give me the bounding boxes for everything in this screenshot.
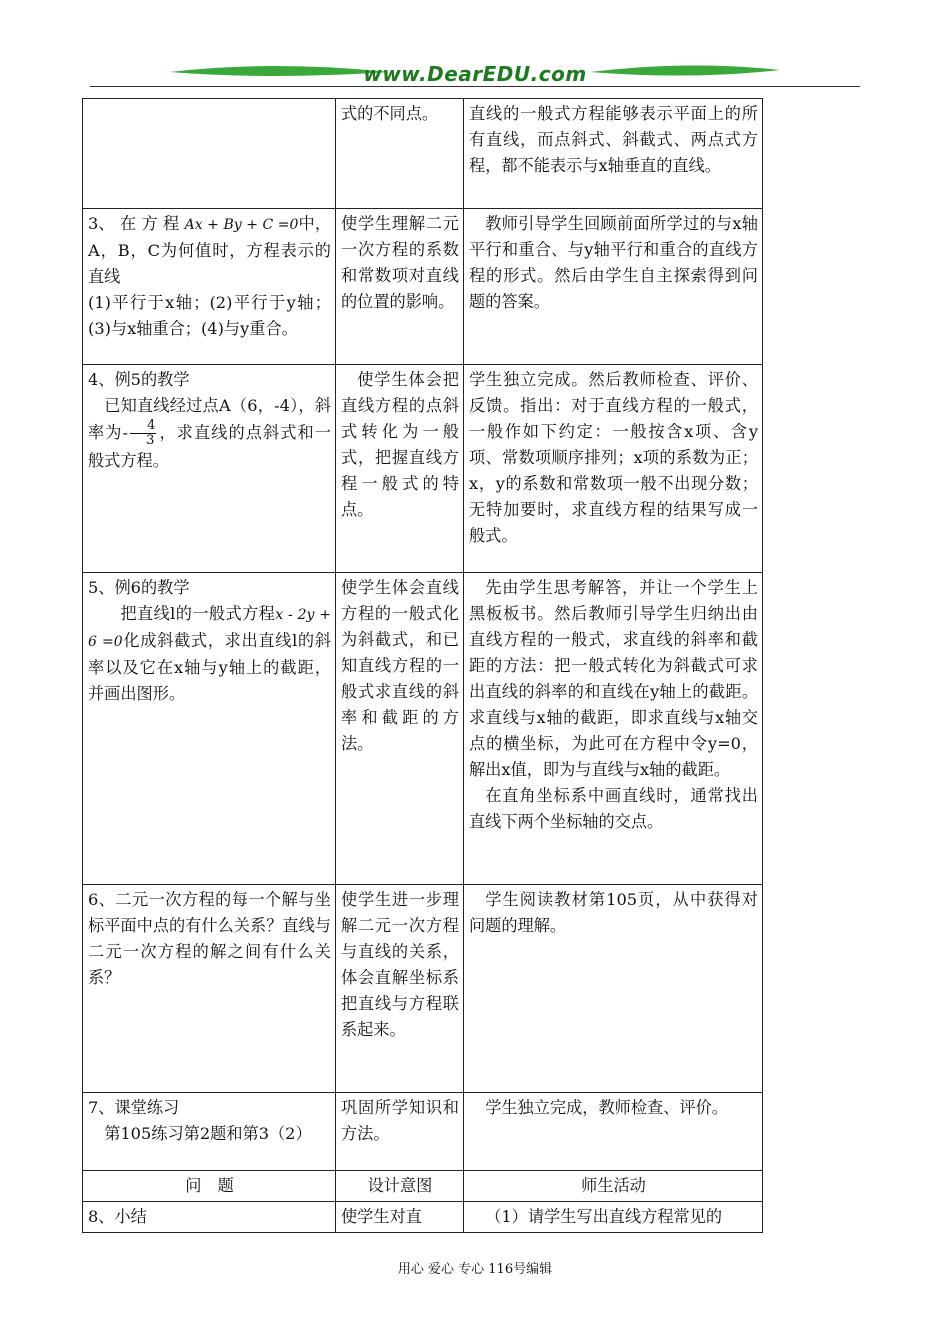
problem-cell	[83, 365, 336, 573]
problem-text: 8、小结	[88, 1207, 147, 1226]
activity-text: 教师引导学生回顾前面所学过的与x轴平行和重合、与y轴平行和重合的直线方程的形式。然后由学生自主探索得到问题的答案。	[469, 214, 758, 311]
activity-cell	[464, 209, 763, 365]
problem-cell	[83, 573, 336, 885]
column-header-intent: 设计意图	[336, 1171, 464, 1202]
site-logo[interactable]: www.DearEDU.com	[363, 62, 587, 86]
intent-text: 使学生体会把直线方程的点斜式转化为一般式，把握直线方程一般式的特点。	[341, 370, 459, 519]
problem-cell	[83, 1093, 336, 1171]
intent-cell	[336, 1202, 464, 1233]
activity-text: 学生独立完成，教师检查、评价。	[485, 1098, 728, 1117]
activity-cell	[464, 1093, 763, 1171]
problem-text: 把直线l的一般式方程	[120, 604, 276, 623]
table-row	[83, 885, 763, 1093]
problem-title: 5、例6的教学	[88, 578, 190, 597]
activity-cell	[464, 1202, 763, 1233]
intent-cell	[336, 99, 464, 209]
problem-text: (1)平行于x轴；(2)平行于y轴；(3)与x轴重合；(4)与y重合。	[88, 293, 331, 338]
activity-cell	[464, 573, 763, 885]
intent-cell	[336, 1093, 464, 1171]
intent-text: 使学生体会直线方程的一般式化为斜截式，和已知直线方程的一般式求直线的斜率和截距的方法。	[341, 578, 459, 753]
problem-text: 第105练习第2题和第3（2）	[104, 1124, 312, 1143]
intent-cell	[336, 365, 464, 573]
page-footer: 用心 爱心 专心 116号编辑	[397, 1262, 553, 1277]
intent-text: 使学生对直	[341, 1207, 422, 1226]
problem-cell	[83, 209, 336, 365]
problem-text: 3、 在 方 程	[88, 214, 185, 233]
intent-cell	[336, 885, 464, 1093]
activity-text: 学生阅读教材第105页，从中获得对问题的理解。	[469, 890, 758, 935]
intent-cell	[336, 209, 464, 365]
problem-title: 7、课堂练习	[88, 1098, 180, 1117]
activity-text: 在直角坐标系中画直线时，通常找出直线下两个坐标轴的交点。	[469, 786, 758, 831]
activity-text: （1）请学生写出直线方程常见的	[485, 1207, 723, 1226]
activity-text: 先由学生思考解答，并让一个学生上黑板板书。然后教师引导学生归纳出由直线方程的一般式，求直线的斜率和截距的方法：把一般式转化为斜截式可求出直线的斜率的和直线在y轴上的截距。求直线与x轴的截距，即求直线与x轴交点的横坐标，为此可在方程中令y=0，解出x值，即为与直线与x轴的截距。	[469, 578, 758, 779]
activity-text: 学生独立完成。然后教师检查、评价、反馈。指出：对于直线方程的一般式，一般作如下约定：一般按含x项、含y项、常数项顺序排列；x项的系数为正；x，y的系数和常数项一般不出现分数；无特加要时，求直线方程的结果写成一般式。	[469, 370, 758, 545]
table-row	[83, 209, 763, 365]
table-header-row	[83, 1171, 763, 1202]
table-row	[83, 365, 763, 573]
intent-text: 式的不同点。	[341, 104, 439, 123]
table-row	[83, 573, 763, 885]
table-row	[83, 1202, 763, 1233]
problem-title: 4、例5的教学	[88, 370, 190, 389]
intent-cell	[336, 573, 464, 885]
column-header-problem: 问 题	[83, 1171, 336, 1202]
problem-cell	[83, 99, 336, 209]
table-row	[83, 99, 763, 209]
equation: Ax + By + C =0	[184, 217, 299, 233]
page-header	[90, 58, 860, 94]
table-row	[83, 1093, 763, 1171]
fraction: $\frac{4}{3}$	[130, 419, 156, 448]
problem-text: 6、二元一次方程的每一个解与坐标平面中点的有什么关系？直线与二元一次方程的解之间有什么关系？	[88, 890, 331, 987]
equation: x - 2y + 6 =0	[88, 607, 331, 650]
intent-text: 使学生进一步理解二元一次方程与直线的关系，体会直解坐标系把直线与方程联系起来。	[341, 890, 459, 1039]
problem-cell	[83, 885, 336, 1093]
activity-cell	[464, 365, 763, 573]
column-header-activity: 师生活动	[464, 1171, 763, 1202]
problem-cell	[83, 1202, 336, 1233]
intent-text: 巩固所学知识和方法。	[341, 1098, 459, 1143]
problem-text: 中，A，B，C为何值时，方程表示的直线	[88, 214, 332, 286]
problem-text: 化成斜截式，求出直线l的斜率以及它在x轴与y轴上的截距，并画出图形。	[88, 631, 331, 703]
activity-cell	[464, 99, 763, 209]
problem-text: 已知直线经过点A（6，-4），斜率为-	[88, 396, 331, 442]
activity-text: 直线的一般式方程能够表示平面上的所有直线，而点斜式、斜截式、两点式方程，都不能表示与x轴垂直的直线。	[469, 104, 758, 175]
problem-text: ，求直线的点斜式和一般式方程。	[88, 423, 331, 470]
header-rule	[90, 86, 860, 87]
lesson-table	[82, 98, 763, 1233]
intent-text: 使学生理解二元一次方程的系数和常数项对直线的位置的影响。	[341, 214, 459, 311]
activity-cell	[464, 885, 763, 1093]
